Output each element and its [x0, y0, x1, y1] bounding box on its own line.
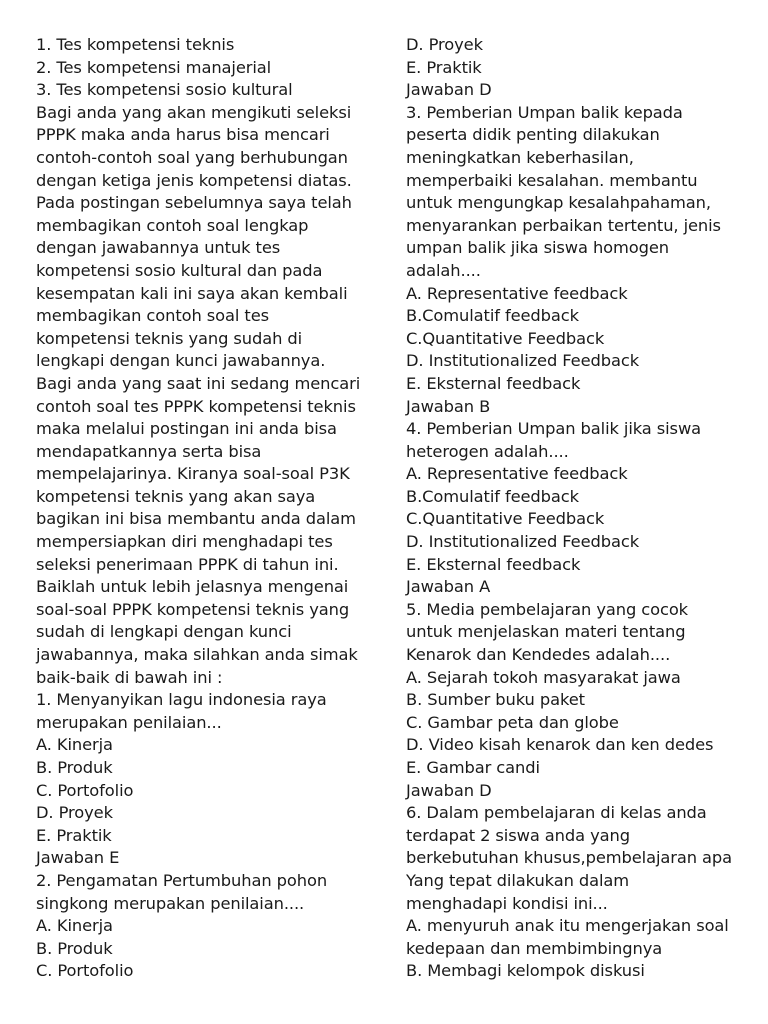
text-line: membagikan contoh soal lengkap [36, 215, 309, 235]
text-line: C. Portofolio [36, 780, 134, 800]
text-line: menyarankan perbaikan tertentu, jenis [406, 215, 721, 235]
left-text-column [36, 34, 381, 983]
text-line: contoh-contoh soal yang berhubungan [36, 147, 348, 167]
text-line: 2. Pengamatan Pertumbuhan pohon [36, 870, 328, 890]
text-line: merupakan penilaian... [36, 712, 222, 732]
text-line: E. Praktik [36, 825, 112, 845]
text-line: kompetensi teknis yang akan saya [36, 486, 316, 506]
text-line: C. Gambar peta dan globe [406, 712, 619, 732]
text-line: B.Comulatif feedback [406, 486, 579, 506]
text-line: B. Produk [36, 758, 113, 777]
right-text-column [406, 34, 751, 983]
text-line: Jawaban D [406, 780, 492, 800]
text-line: heterogen adalah.... [406, 441, 569, 461]
text-line: D. Institutionalized Feedback [406, 532, 640, 552]
text-line: kedepaan dan membimbingnya [406, 938, 663, 958]
text-line: dengan jawabannya untuk tes [36, 238, 281, 258]
text-line: kesempatan kali ini saya akan kembali [36, 283, 348, 303]
text-line: C.Quantitative Feedback [406, 509, 605, 529]
text-line: memperbaiki kesalahan. membantu [406, 170, 698, 190]
text-line: Baiklah untuk lebih jelasnya mengenai [36, 577, 349, 597]
text-line: 3. Pemberian Umpan balik kepada [406, 102, 683, 122]
text-line: 1. Menyanyikan lagu indonesia raya [36, 690, 327, 710]
text-line: dengan ketiga jenis kompetensi diatas. [36, 170, 352, 190]
text-line: Jawaban D [406, 80, 492, 100]
text-line: mempelajarinya. Kiranya soal-soal P3K [36, 464, 350, 484]
text-line: lengkapi dengan kunci jawabannya. [36, 351, 326, 371]
text-line: meningkatkan keberhasilan, [406, 147, 634, 167]
text-line: maka melalui postingan ini anda bisa [36, 419, 337, 439]
text-line: B. Membagi kelompok diskusi [406, 961, 645, 981]
text-line: bagikan ini bisa membantu anda dalam [36, 509, 356, 529]
text-line: jawabannya, maka silahkan anda simak [36, 645, 358, 665]
text-line: Jawaban A [406, 577, 491, 597]
text-line: Bagi anda yang saat ini sedang mencari [36, 373, 361, 393]
text-line: Jawaban B [406, 396, 491, 416]
text-line: Yang tepat dilakukan dalam [406, 870, 630, 890]
text-line: Kenarok dan Kendedes adalah.... [406, 645, 671, 665]
text-line: E. Gambar candi [406, 758, 540, 777]
text-line: sudah di lengkapi dengan kunci [36, 622, 292, 642]
text-line: E. Praktik [406, 57, 482, 77]
text-line: berkebutuhan khusus,pembelajaran apa [406, 848, 732, 868]
text-line: E. Eksternal feedback [406, 373, 581, 393]
text-line: kompetensi sosio kultural dan pada [36, 260, 323, 280]
text-line: peserta didik penting dilakukan [406, 125, 660, 145]
text-line: C.Quantitative Feedback [406, 328, 605, 348]
text-line: singkong merupakan penilaian.... [36, 893, 305, 913]
text-line: A. menyuruh anak itu mengerjakan soal [406, 916, 729, 936]
text-line: A. Kinerja [36, 916, 113, 936]
text-line: untuk mengungkap kesalahpahaman, [406, 193, 711, 213]
text-line: 1. Tes kompetensi teknis [36, 35, 235, 54]
text-line: 3. Tes kompetensi sosio kultural [36, 80, 293, 100]
text-line: B.Comulatif feedback [406, 306, 579, 326]
text-line: B. Sumber buku paket [406, 690, 585, 710]
text-line: D. Proyek [406, 35, 483, 54]
text-line: terdapat 2 siswa anda yang [406, 825, 630, 845]
text-line: menghadapi kondisi ini... [406, 893, 608, 913]
text-line: contoh soal tes PPPK kompetensi teknis [36, 396, 356, 416]
text-line: E. Eksternal feedback [406, 554, 581, 574]
text-line: C. Portofolio [36, 961, 134, 981]
text-line: A. Kinerja [36, 735, 113, 755]
text-line: A. Representative feedback [406, 283, 628, 303]
text-line: A. Sejarah tokoh masyarakat jawa [406, 667, 681, 687]
text-line: PPPK maka anda harus bisa mencari [36, 125, 330, 145]
text-line: soal-soal PPPK kompetensi teknis yang [36, 599, 350, 619]
text-line: adalah.... [406, 260, 481, 280]
text-line: seleksi penerimaan PPPK di tahun ini. [36, 554, 339, 574]
text-line: mempersiapkan diri menghadapi tes [36, 532, 333, 552]
text-line: baik-baik di bawah ini : [36, 667, 223, 687]
text-line: membagikan contoh soal tes [36, 306, 269, 326]
text-line: 5. Media pembelajaran yang cocok [406, 599, 689, 619]
text-line: mendapatkannya serta bisa [36, 441, 262, 461]
text-line: umpan balik jika siswa homogen [406, 238, 670, 258]
text-line: 6. Dalam pembelajaran di kelas anda [406, 803, 707, 823]
text-line: B. Produk [36, 938, 113, 958]
text-line: 2. Tes kompetensi manajerial [36, 57, 272, 77]
text-line: D. Video kisah kenarok dan ken dedes [406, 735, 714, 755]
text-line: Pada postingan sebelumnya saya telah [36, 193, 352, 213]
text-line: A. Representative feedback [406, 464, 628, 484]
text-line: 4. Pemberian Umpan balik jika siswa [406, 419, 702, 439]
text-line: Bagi anda yang akan mengikuti seleksi [36, 102, 352, 122]
text-line: D. Institutionalized Feedback [406, 351, 640, 371]
text-line: untuk menjelaskan materi tentang [406, 622, 686, 642]
text-line: D. Proyek [36, 803, 113, 823]
text-line: kompetensi teknis yang sudah di [36, 328, 303, 348]
text-line: Jawaban E [36, 848, 120, 868]
